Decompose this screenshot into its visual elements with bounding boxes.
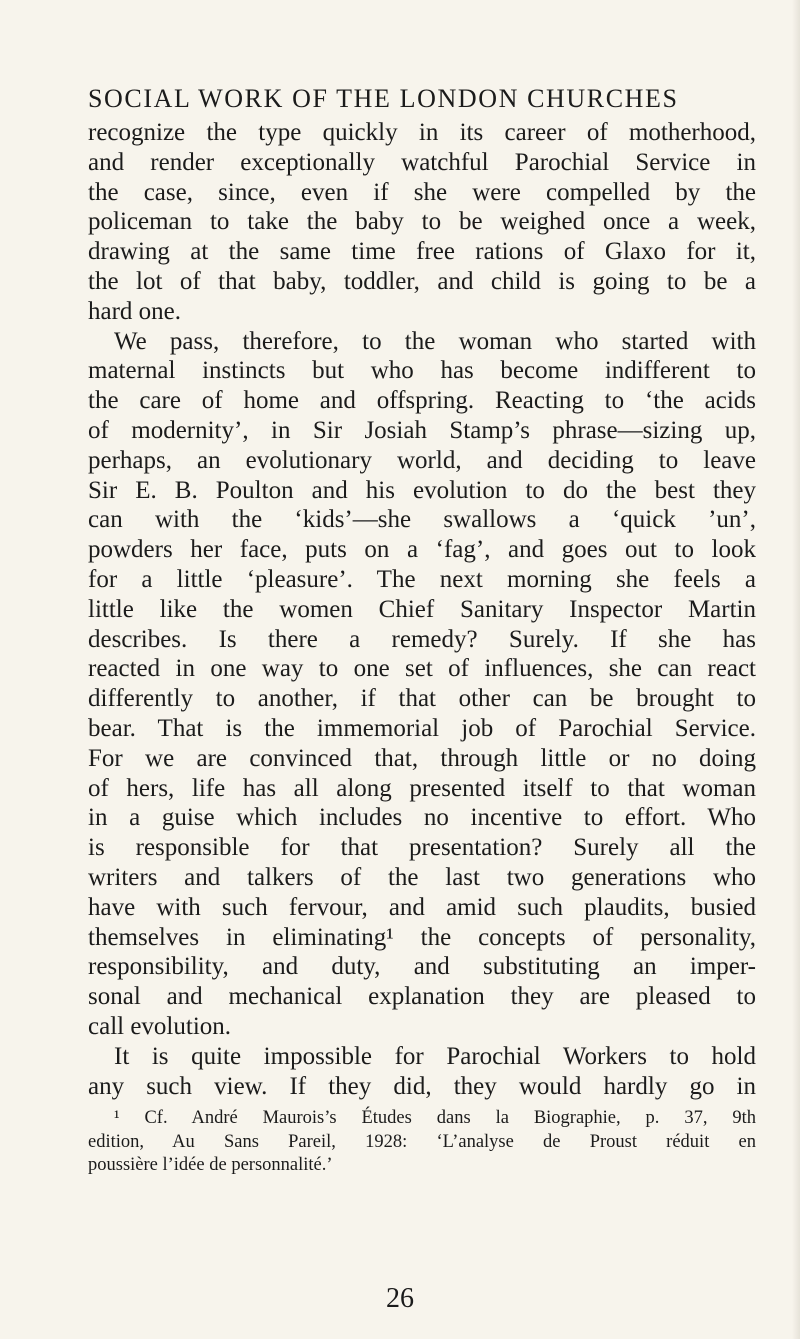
text-line: powders her face, puts on a ‘fag’, and goes out to look: [88, 536, 756, 564]
text-line: policeman to take the baby to be weighed once a week,: [88, 208, 756, 236]
text-line: bear. That is the immemorial job of Parochial Service.: [88, 714, 756, 742]
text-line: responsibility, and duty, and substituting an imper-: [88, 953, 756, 981]
text-line: differently to another, if that other can be brought to: [88, 685, 756, 713]
text-line: the care of home and offspring. Reacting to ‘the acids: [88, 387, 756, 415]
text-line: themselves in eliminating¹ the concepts of personality,: [88, 923, 756, 951]
text-line: call evolution.: [88, 1012, 232, 1040]
text-line: for a little ‘pleasure’. The next morning she feels a: [88, 565, 756, 593]
text-line: of modernity’, in Sir Josiah Stamp’s phrase—sizing up,: [88, 416, 756, 444]
book-page: [88, 82, 756, 1178]
body-text: [88, 118, 756, 1101]
footnote-line: poussière l’idée de personnalité.’: [88, 1155, 333, 1176]
text-line: For we are convinced that, through little or no doing: [88, 744, 756, 772]
footnote-line: ¹ Cf. André Maurois’s Études dans la Biographie, p. 37, 9th: [114, 1108, 756, 1129]
page-number: 26: [386, 1283, 414, 1314]
footnotes: [88, 1107, 756, 1178]
page-edge-shadow: [792, 0, 800, 1339]
text-line: writers and talkers of the last two generations who: [88, 863, 756, 891]
text-line: of hers, life has all along presented itself to that woman: [88, 774, 756, 802]
footnote-line: edition, Au Sans Pareil, 1928: ‘L’analyse de Proust réduit en: [88, 1131, 756, 1152]
text-line: hard one.: [88, 297, 182, 325]
text-line: We pass, therefore, to the woman who started with: [114, 327, 756, 355]
text-line: Sir E. B. Poulton and his evolution to do the best they: [88, 476, 756, 504]
text-line: reacted in one way to one set of influences, she can react: [88, 655, 756, 683]
text-line: the lot of that baby, toddler, and child is going to be a: [88, 267, 756, 295]
text-line: maternal instincts but who has become indifferent to: [88, 357, 756, 385]
text-line: in a guise which includes no incentive to effort. Who: [88, 804, 756, 832]
text-line: have with such fervour, and amid such plaudits, busied: [88, 893, 756, 921]
text-line: recognize the type quickly in its career of motherhood,: [88, 119, 756, 146]
text-line: the case, since, even if she were compelled by the: [88, 178, 756, 206]
text-line: sonal and mechanical explanation they are pleased to: [88, 983, 756, 1011]
text-line: describes. Is there a remedy? Surely. If she has: [88, 625, 756, 653]
text-line: any such view. If they did, they would hardly go in: [88, 1072, 756, 1100]
text-line: It is quite impossible for Parochial Workers to hold: [114, 1042, 756, 1070]
text-line: little like the women Chief Sanitary Inspector Martin: [88, 595, 756, 623]
text-line: is responsible for that presentation? Surely all the: [88, 834, 756, 862]
text-line: can with the ‘kids’—she swallows a ‘quick ’un’,: [88, 506, 756, 534]
text-line: drawing at the same time free rations of Glaxo for it,: [88, 238, 756, 266]
text-line: perhaps, an evolutionary world, and deciding to leave: [88, 446, 756, 474]
text-line: and render exceptionally watchful Parochial Service in: [88, 148, 756, 176]
running-head: SOCIAL WORK OF THE LONDON CHURCHES: [88, 84, 679, 113]
